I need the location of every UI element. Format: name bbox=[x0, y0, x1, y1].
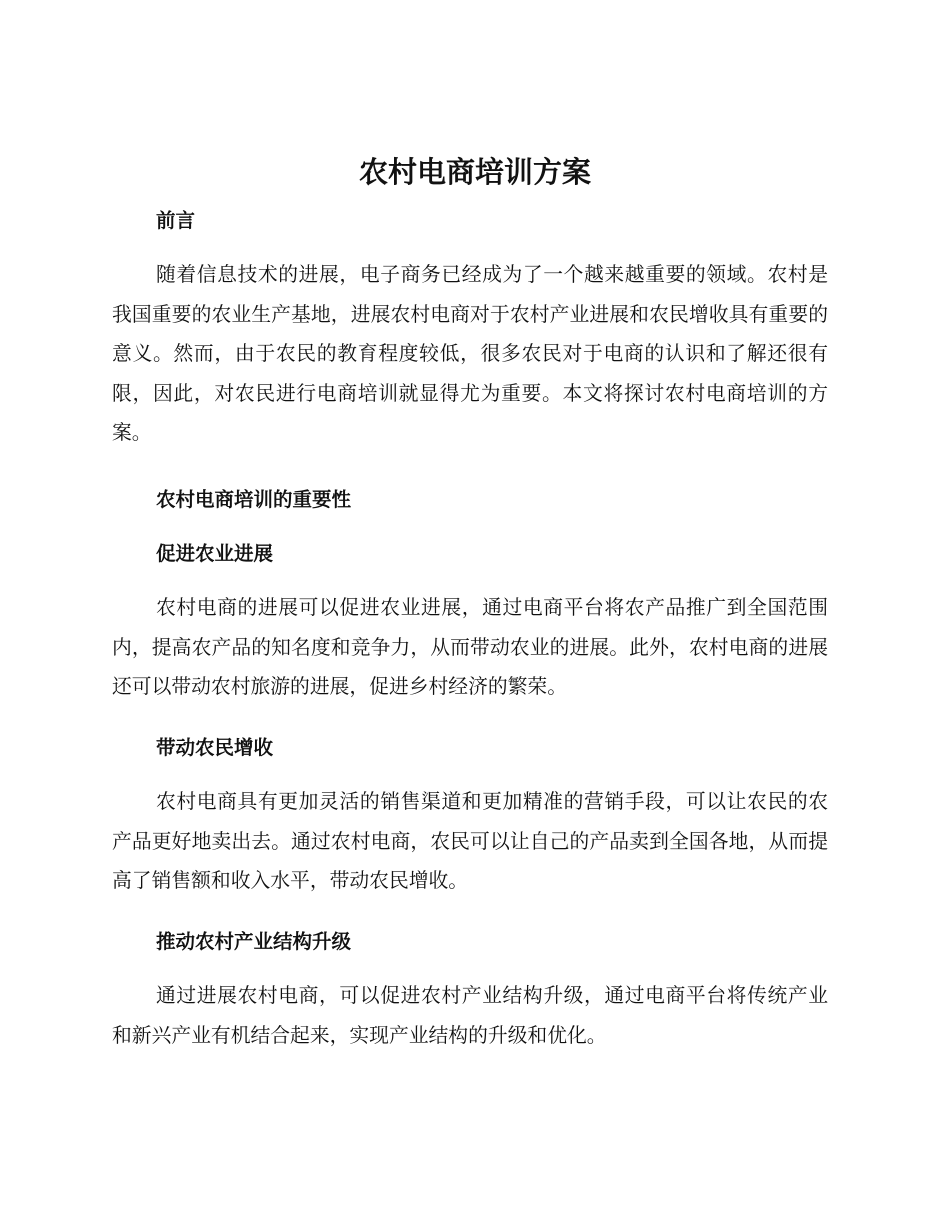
subsection-paragraph-agriculture: 农村电商的进展可以促进农业进展，通过电商平台将农产品推广到全国范围内，提高农产品的知名度和竞争力，从而带动农业的进展。此外，农村电商的进展还可以带动农村旅游的进展，促进乡村经济的繁荣。 bbox=[112, 596, 828, 698]
subsection-heading-income: 带动农民增收 bbox=[156, 736, 274, 759]
section-heading-preface: 前言 bbox=[156, 209, 196, 232]
subsection-heading-agriculture: 促进农业进展 bbox=[156, 542, 274, 565]
section-paragraph-preface: 随着信息技术的进展，电子商务已经成为了一个越来越重要的领域。农村是我国重要的农业生产基地，进展农村电商对于农村产业进展和农民增收具有重要的意义。然而，由于农民的教育程度较低，很多农民对于电商的认识和了解还很有限，因此，对农民进行电商培训就显得尤为重要。本文将探讨农村电商培训的方案。 bbox=[112, 263, 828, 444]
subsection-heading-industry-upgrade: 推动农村产业结构升级 bbox=[156, 930, 352, 953]
subsection-paragraph-industry-upgrade: 通过进展农村电商，可以促进农村产业结构升级，通过电商平台将传统产业和新兴产业有机结合起来，实现产业结构的升级和优化。 bbox=[112, 984, 828, 1047]
document-title: 农村电商培训方案 bbox=[358, 155, 591, 189]
subsection-paragraph-income: 农村电商具有更加灵活的销售渠道和更加精准的营销手段，可以让农民的农产品更好地卖出去。通过农村电商，农民可以让自己的产品卖到全国各地，从而提高了销售额和收入水平，带动农民增收。 bbox=[112, 790, 828, 892]
section-heading-importance: 农村电商培训的重要性 bbox=[156, 488, 352, 511]
